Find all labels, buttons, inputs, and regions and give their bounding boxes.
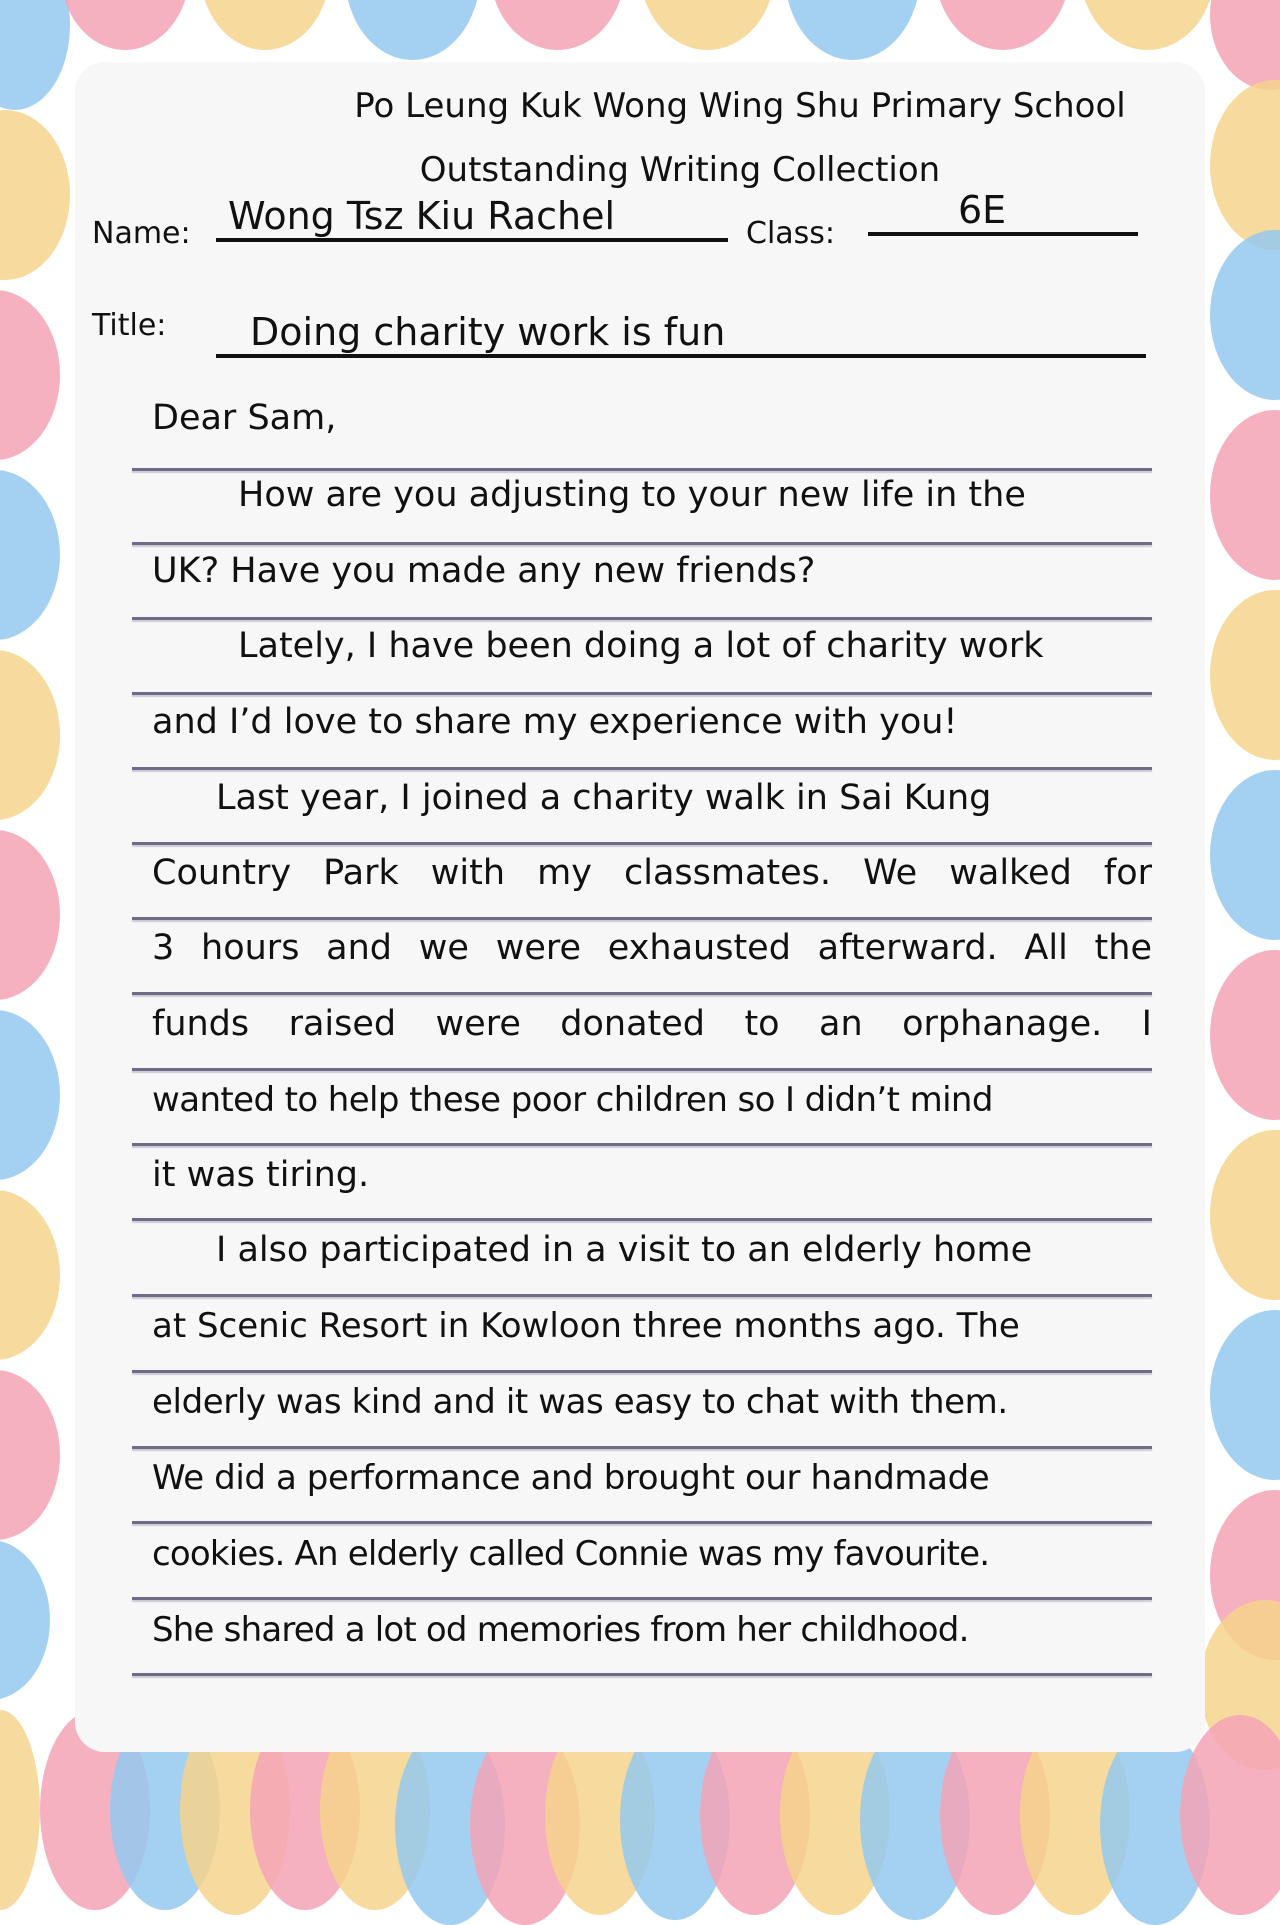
- dot-decoration: [1210, 1310, 1280, 1480]
- title-label: Title:: [92, 308, 167, 343]
- ruled-line: [132, 1446, 1152, 1449]
- class-label: Class:: [746, 216, 836, 251]
- letter-line: UK? Have you made any new friends?: [152, 551, 816, 591]
- dot-decoration: [1210, 0, 1280, 90]
- ruled-line: [132, 842, 1152, 845]
- letter-line: She shared a lot od memories from her childhood.: [152, 1610, 969, 1650]
- dot-decoration: [0, 1540, 50, 1700]
- ruled-line: [132, 1068, 1152, 1071]
- ruled-line: [132, 1673, 1152, 1676]
- letter-line: How are you adjusting to your new life in the: [238, 475, 1026, 515]
- dot-decoration: [60, 0, 190, 50]
- letter-line: it was tiring.: [152, 1155, 370, 1195]
- ruled-line: [132, 917, 1152, 920]
- dot-decoration: [0, 1710, 40, 1910]
- dot-decoration: [0, 1190, 60, 1360]
- dot-decoration: [0, 650, 60, 820]
- letter-line: wanted to help these poor children so I didn’t mind: [152, 1080, 993, 1120]
- letter-line: funds raised were donated to an orphanage. I: [152, 1004, 1152, 1044]
- dot-decoration: [0, 1010, 60, 1180]
- dot-decoration: [935, 0, 1070, 50]
- letter-line: 3 hours and we were exhausted afterward. All the: [152, 928, 1152, 968]
- collection-title: Outstanding Writing Collection: [419, 150, 941, 190]
- dot-decoration: [1210, 230, 1280, 400]
- dot-decoration: [200, 0, 330, 50]
- dot-decoration: [490, 0, 625, 50]
- letter-line: Lately, I have been doing a lot of charity work: [238, 626, 1044, 666]
- dot-decoration: [1210, 590, 1280, 760]
- dot-decoration: [0, 1370, 60, 1540]
- dot-decoration: [1210, 950, 1280, 1120]
- dot-decoration: [0, 830, 60, 1000]
- dot-decoration: [640, 0, 775, 50]
- title-field: Doing charity work is fun: [216, 312, 1146, 358]
- ruled-line: [132, 468, 1152, 471]
- ruled-line: [132, 617, 1152, 620]
- name-field: Wong Tsz Kiu Rachel: [216, 196, 728, 242]
- ruled-line: [132, 767, 1152, 770]
- dot-decoration: [1210, 770, 1280, 940]
- letter-line: I also participated in a visit to an elderly home: [216, 1230, 1033, 1270]
- ruled-line: [132, 1218, 1152, 1221]
- school-name: Po Leung Kuk Wong Wing Shu Primary School: [354, 86, 1126, 126]
- dot-decoration: [785, 0, 920, 60]
- ruled-line: [132, 542, 1152, 545]
- dot-decoration: [0, 470, 60, 640]
- letter-line: Country Park with my classmates. We walked for: [152, 853, 1152, 893]
- ruled-line: [132, 1370, 1152, 1373]
- dot-decoration: [0, 110, 70, 280]
- letter-line: We did a performance and brought our handmade: [152, 1458, 990, 1498]
- letter-line: cookies. An elderly called Connie was my favourite.: [152, 1534, 990, 1574]
- ruled-line: [132, 1597, 1152, 1600]
- letter-line: at Scenic Resort in Kowloon three months ago. The: [152, 1306, 1020, 1346]
- dot-decoration: [1210, 1130, 1280, 1300]
- ruled-line: [132, 1294, 1152, 1297]
- dot-decoration: [0, 0, 70, 110]
- ruled-line: [132, 1143, 1152, 1146]
- dot-decoration: [0, 290, 60, 460]
- letter-line: Last year, I joined a charity walk in Sai Kung: [216, 778, 992, 818]
- ruled-line: [132, 692, 1152, 695]
- dot-decoration: [1080, 0, 1215, 50]
- dot-decoration: [345, 0, 480, 60]
- letter-line: and I’d love to share my experience with you!: [152, 702, 958, 742]
- class-field: 6E: [868, 190, 1138, 236]
- letter-line: Dear Sam,: [152, 398, 337, 438]
- ruled-line: [132, 1521, 1152, 1524]
- name-label: Name:: [92, 216, 191, 251]
- ruled-line: [132, 992, 1152, 995]
- letter-line: elderly was kind and it was easy to chat with them.: [152, 1382, 1008, 1422]
- dot-decoration: [1210, 410, 1280, 580]
